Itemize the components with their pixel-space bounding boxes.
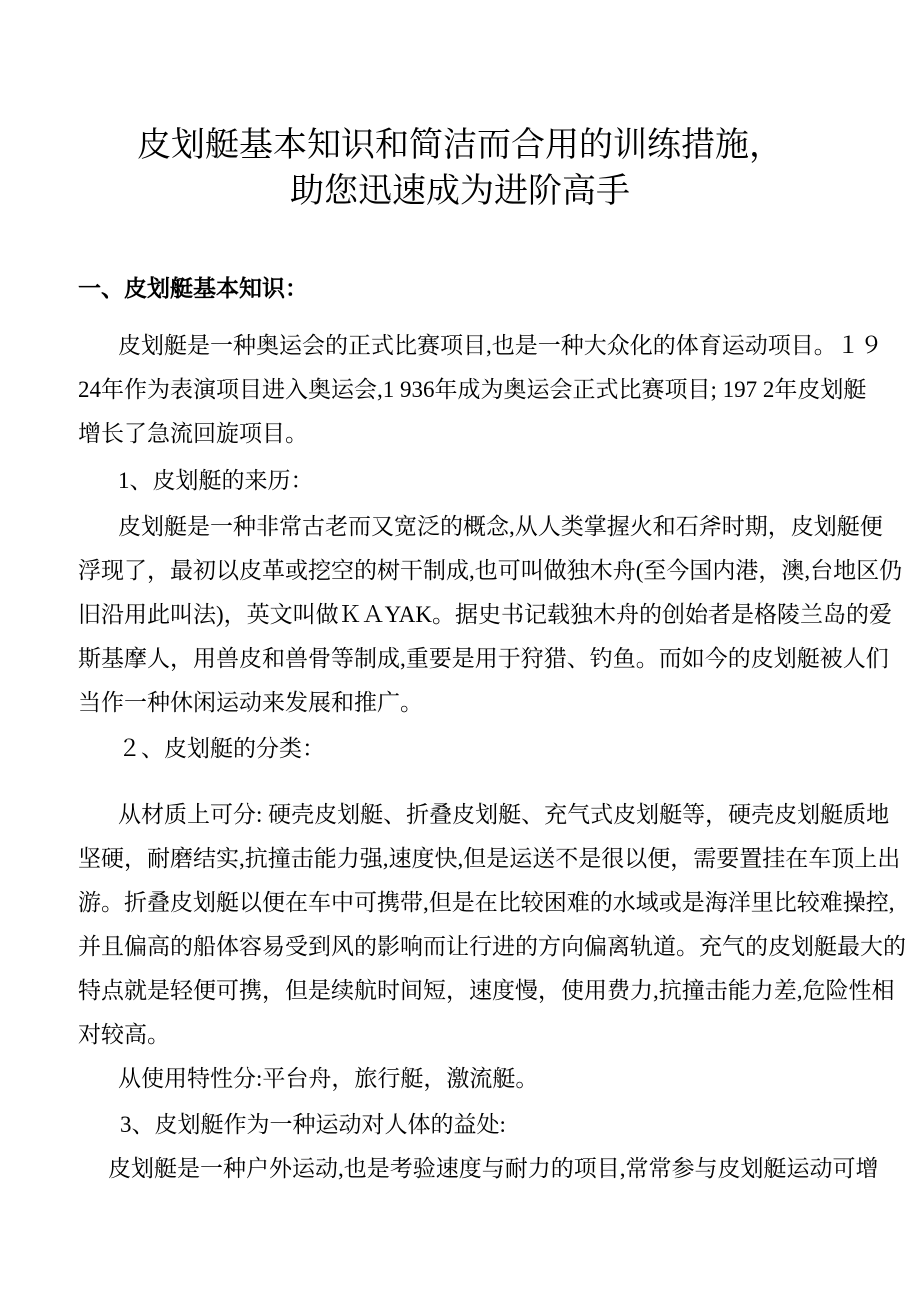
paragraph-line: 斯基摩人，用兽皮和兽骨等制成,重要是用于狩猎、钓鱼。而如今的皮划艇被人们 [78, 646, 889, 671]
subheading: 3、皮划艇作为一种运动对人体的益处: [120, 1112, 506, 1137]
paragraph-line: 浮现了，最初以皮革或挖空的树干制成,也可叫做独木舟(至今国内港，澳,台地区仍 [78, 558, 903, 583]
title-line: 皮划艇基本知识和简洁而合用的训练措施， [137, 127, 783, 164]
paragraph-line: 皮划艇是一种户外运动,也是考验速度与耐力的项目,常常参与皮划艇运动可增 [108, 1156, 879, 1181]
paragraph-line: 并且偏高的船体容易受到风的影响而让行进的方向偏离轨道。充气的皮划艇最大的 [78, 934, 906, 959]
subheading: 1、皮划艇的来历： [118, 468, 314, 493]
paragraph-line: 从使用特性分:平台舟，旅行艇，激流艇。 [118, 1066, 539, 1091]
paragraph-line: 游。折叠皮划艇以便在车中可携带,但是在比较困难的水域或是海洋里比较难操控, [78, 890, 895, 915]
paragraph-line: 皮划艇是一种奥运会的正式比赛项目,也是一种大众化的体育运动项目。１９ [118, 333, 883, 358]
subheading: ２、皮划艇的分类： [118, 736, 325, 761]
paragraph-line: 从材质上可分: 硬壳皮划艇、折叠皮划艇、充气式皮划艇等，硬壳皮划艇质地 [118, 802, 890, 827]
section-heading: 一、皮划艇基本知识： [78, 276, 308, 301]
paragraph-line: 增长了急流回旋项目。 [78, 421, 308, 446]
paragraph-line: 坚硬，耐磨结实,抗撞击能力强,速度快,但是运送不是很以便，需要置挂在车顶上出 [78, 846, 901, 871]
paragraph-line: 皮划艇是一种非常古老而又宽泛的概念,从人类掌握火和石斧时期，皮划艇便 [118, 514, 883, 539]
paragraph-line: 特点就是轻便可携，但是续航时间短，速度慢，使用费力,抗撞击能力差,危险性相 [78, 978, 895, 1003]
paragraph-line: 对较高。 [78, 1022, 170, 1047]
paragraph-line: 24年作为表演项目进入奥运会,1 936年成为奥运会正式比赛项目; 197 2年皮划艇 [78, 377, 867, 402]
paragraph-line: 旧沿用此叫法)，英文叫做ＫＡYAK。据史书记载独木舟的创始者是格陵兰岛的爱 [78, 602, 892, 627]
title-line: 助您迅速成为进阶高手 [290, 173, 630, 210]
paragraph-line: 当作一种休闲运动来发展和推广。 [78, 690, 423, 715]
